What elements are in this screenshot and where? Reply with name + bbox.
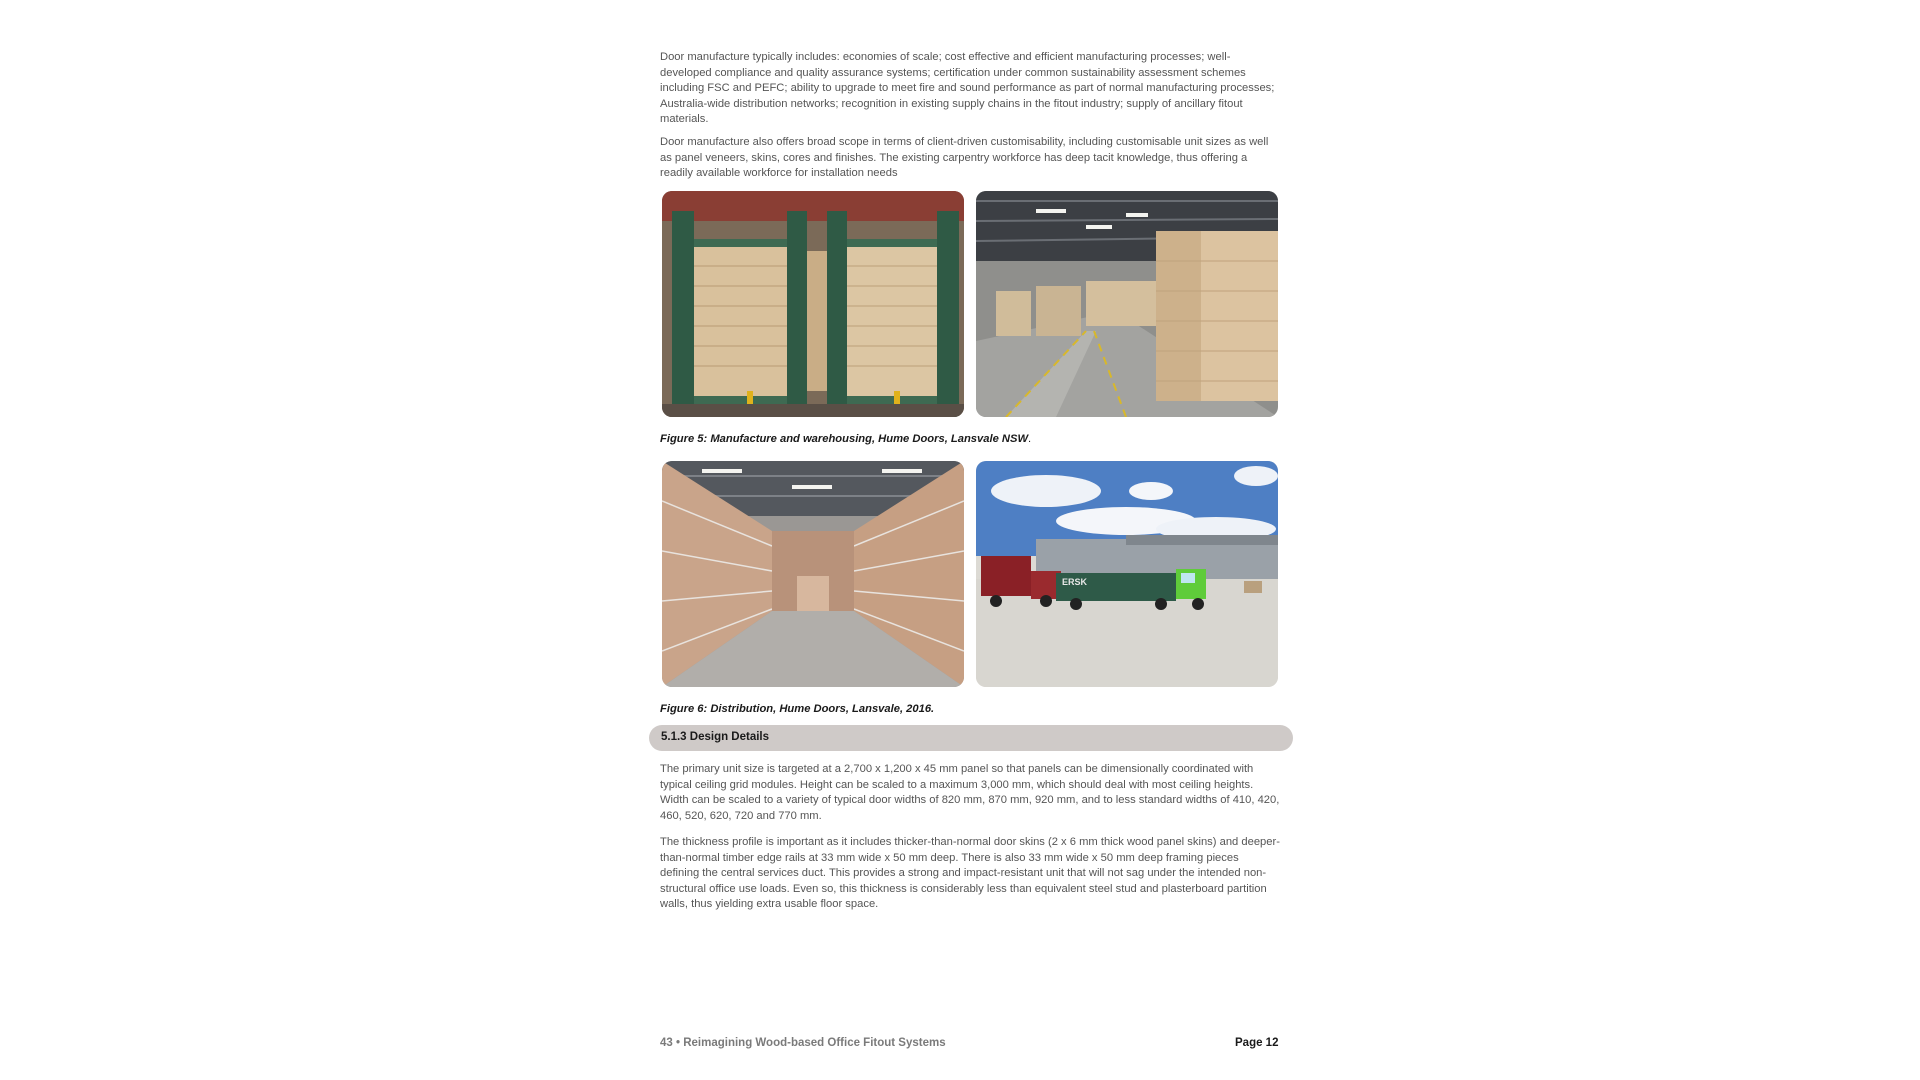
truck-container-text: ERSK [1062,577,1088,587]
paragraph-unit-size: The primary unit size is targeted at a 2,700 x 1,200 x 45 mm panel so that panels can be dimensionally coordinated with typical ceiling grid modules. Height can be scaled to a maximum 3,000 mm, which should deal with most ceiling heights. Width can be scaled to a variety of typical door widths of 820 mm, 870 mm, 920 mm, and to less standard widths of 410, 420, 460, 520, 620, 720 and 770 mm. [660,763,1280,822]
photo-warehouse-racks [662,461,964,687]
photo-warehouse-aisle [976,191,1278,417]
figure-6-caption: Figure 6: Distribution, Hume Doors, Lansvale, 2016. [660,703,935,715]
page-number: Page 12 [1235,1037,1279,1049]
paragraph-thickness-profile: The thickness profile is important as it includes thicker-than-normal door skins (2 x 6 mm thick wood panel skins) and deeper-than-normal timber edge rails at 33 mm wide x 50 mm deep. There is also 33 mm wide x 50 mm deep framing pieces defining the central services duct. This provides a strong and impact-resistant unit that will not sag under the intended non-structural office use loads. Even so, this thickness is considerably less than equivalent steel stud and plasterboard partition walls, thus yielding extra usable floor space. [660,836,1280,911]
paragraph-door-manufacture: Door manufacture typically includes: economies of scale; cost effective and efficient manufacturing processes; well-developed compliance and quality assurance systems; certification under common sustainability assessment schemes including FSC and PEFC; ability to upgrade to meet fire and sound performance as part of normal manufacturing processes; Australia-wide distribution networks; recognition in existing supply chains in the fitout industry; supply of ancillary fitout materials. [660,51,1275,126]
section-heading: 5.1.3 Design Details [661,731,770,743]
figure-5-caption [660,433,1031,445]
section-heading-bar [649,725,1293,751]
footer-title: 43 • Reimagining Wood-based Office Fitout Systems [660,1037,946,1049]
paragraph-customisability: Door manufacture also offers broad scope in terms of client-driven customisability, including customisable unit sizes as well as panel veneers, skins, cores and finishes. The existing carpentry workforce has deep tacit knowledge, thus offering a readily available workforce for installation needs [660,136,1269,180]
photo-door-press [662,191,964,417]
photo-distribution-trucks [976,461,1278,687]
figure-5-caption-text: Figure 5: Manufacture and warehousing, Hume Doors, Lansvale NSW [660,433,1029,445]
figure-5-caption-period: . [1028,433,1032,445]
